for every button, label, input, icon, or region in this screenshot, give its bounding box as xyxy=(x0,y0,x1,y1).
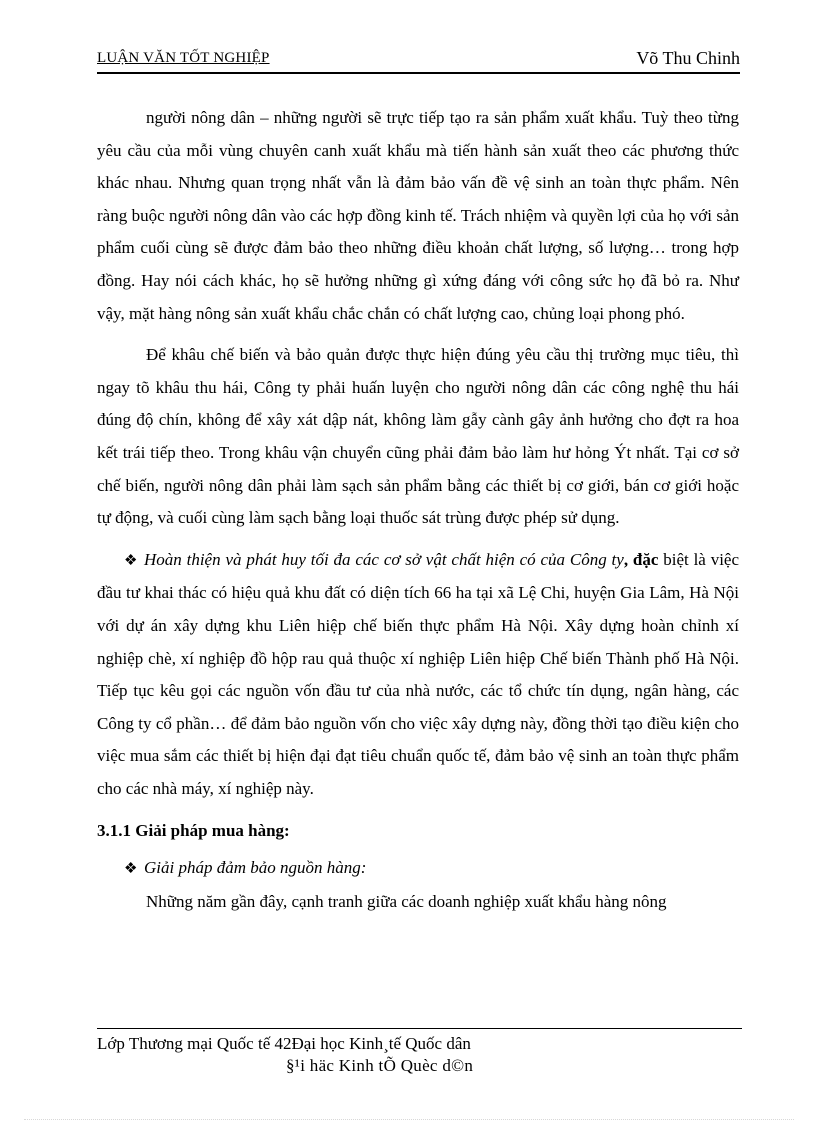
thesis-title: LUẬN VĂN TỐT NGHIỆP xyxy=(97,50,270,66)
paragraph-3 xyxy=(97,544,739,806)
author-name: Võ Thu Chinh xyxy=(636,48,740,68)
sub-bullet-label: Giải pháp đảm bảo nguồn hàng: xyxy=(144,858,367,878)
sub-bullet xyxy=(97,852,739,886)
paragraph-1: người nông dân – những người sẽ trực tiếp tạo ra sản phẩm xuất khẩu. Tuỳ theo từng yêu cầu của mỗi vùng chuyên canh xuất khẩu mà tiến hành sản xuất theo các phương thức khác nhau. Nhưng quan trọng nhất vẫn là đảm bảo vấn đề vệ sinh an toàn thực phẩm. Nên ràng buộc người nông dân vào các hợp đồng kinh tế. Trách nhiệm và quyền lợi của họ với sản phẩm cuối cùng sẽ được đảm bảo theo những điều khoản chất lượng, số lượng… trong hợp đồng. Hay nói cách khác, họ sẽ hưởng những gì xứng đáng với công sức họ đã bỏ ra. Như vậy, mặt hàng nông sản xuất khẩu chắc chắn có chất lượng cao, chủng loại phong phó. xyxy=(97,108,739,323)
page-header xyxy=(97,46,740,74)
diamond-bullet-icon: ❖ xyxy=(124,861,138,878)
paragraph-4: Những năm gần đây, cạnh tranh giữa các doanh nghiệp xuất khẩu hàng nông xyxy=(146,891,667,911)
paragraph-3-rest: biệt là việc đầu tư khai thác có hiệu quả khu đất có diện tích 66 ha tại xã Lệ Chi, huyện Gia Lâm, Hà Nội với dự án xây dựng khu Liên hiệp chế biến thực phẩm Hà Nội. Xây dựng hoàn chỉnh xí nghiệp chè, xí nghiệp đồ hộp rau quả thuộc xí nghiệp Liên hiệp Chế biến Thành phố Hà Nội. Tiếp tục kêu gọi các nguồn vốn đầu tư của nhà nước, các tổ chức tín dụng, ngân hàng, các Công ty cổ phần… để đảm bảo nguồn vốn cho việc xây dựng này, đồng thời tạo điều kiện cho việc mua sắm các thiết bị hiện đại đạt tiêu chuẩn quốc tế, đảm bảo vệ sinh an toàn thực phẩm cho các nhà máy, xí nghiệp này. xyxy=(97,549,740,798)
body-text xyxy=(97,102,739,918)
paragraph-2: Để khâu chế biến và bảo quản được thực hiện đúng yêu cầu thị trường mục tiêu, thì ngay tõ khâu thu hái, Công ty phải huấn luyện cho người nông dân các công nghệ thu hái đúng độ chín, không để xây xát dập nát, không làm gẫy cành gây ảnh hưởng cho đợt ra hoa kết trái tiếp theo. Trong khâu vận chuyển cũng phải đảm bảo làm hư hỏng Ýt nhất. Tại cơ sở chế biến, người nông dân phải làm sạch sản phẩm bằng các thiết bị cơ giới, bán cơ giới hoặc tự động, và cuối cùng làm sạch bằng loại thuốc sát trùng được phép sử dụng. xyxy=(97,345,739,528)
footer-school-line: §¹i häc Kinh tÕ Quèc d©n xyxy=(286,1056,474,1075)
paragraph-3-italic: Hoàn thiện và phát huy tối đa các cơ sở vật chất hiện có của Công ty xyxy=(144,549,624,569)
footer-class-line: Lớp Thương mại Quốc tế 42Đại học Kinh¸tế Quốc dân xyxy=(97,1034,471,1053)
section-heading: 3.1.1 Giải pháp mua hàng: xyxy=(97,821,290,841)
diamond-bullet-icon: ❖ xyxy=(124,552,138,569)
paragraph-3-bold: , đặc xyxy=(623,549,659,569)
footer-divider xyxy=(97,1028,742,1029)
page-edge-divider xyxy=(24,1119,794,1120)
